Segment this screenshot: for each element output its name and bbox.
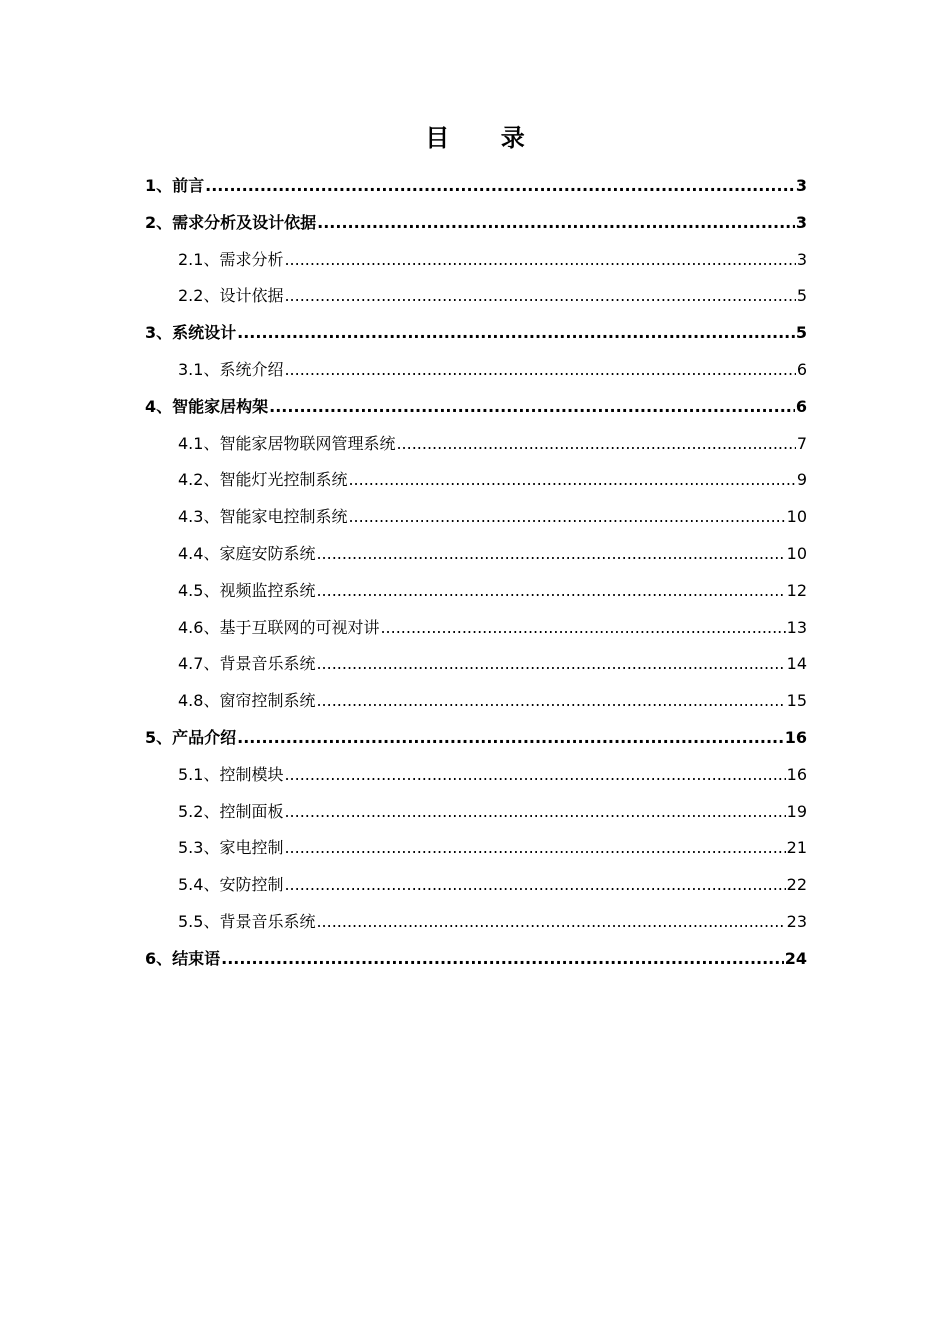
toc-entry-page-number: 10: [786, 543, 807, 563]
toc-entry[interactable]: [145, 646, 807, 683]
toc-dot-leader: [284, 867, 785, 904]
toc-entry[interactable]: [145, 720, 807, 757]
toc-entry[interactable]: [145, 536, 807, 573]
toc-entry-label: 4.3、智能家电控制系统: [178, 507, 348, 527]
toc-dot-leader: [317, 205, 795, 242]
toc-entry[interactable]: [145, 904, 807, 941]
toc-dot-leader: [316, 646, 785, 683]
toc-entry[interactable]: [145, 867, 807, 904]
toc-entry-page-number: 6: [796, 359, 807, 379]
toc-entry-page-number: 7: [796, 433, 807, 453]
toc-entry[interactable]: [145, 794, 807, 831]
toc-entry-label: 5.4、安防控制: [178, 875, 284, 895]
toc-entry-label: 2.2、设计依据: [178, 286, 284, 306]
toc-entry-label: 3.1、系统介绍: [178, 359, 284, 379]
toc-entry-page-number: 24: [784, 948, 807, 968]
toc-entry-label: 5、产品介绍: [145, 727, 237, 747]
toc-entry-label: 2.1、需求分析: [178, 249, 284, 269]
toc-entry-label: 5.1、控制模块: [178, 764, 284, 784]
toc-dot-leader: [396, 426, 795, 463]
toc-dot-leader: [205, 168, 795, 205]
toc-entry-page-number: 5: [795, 323, 807, 343]
toc-dot-leader: [284, 278, 795, 315]
toc-dot-leader: [284, 242, 795, 279]
toc-entry[interactable]: [145, 573, 807, 610]
toc-entry[interactable]: [145, 205, 807, 242]
toc-entry-label: 4.2、智能灯光控制系统: [178, 470, 348, 490]
toc-entry-label: 1、前言: [145, 176, 205, 195]
toc-entry-page-number: 5: [796, 286, 807, 306]
toc-entry[interactable]: [145, 168, 807, 205]
toc-entry-page-number: 23: [786, 911, 807, 931]
toc-entry-page-number: 12: [786, 580, 807, 600]
toc-dot-leader: [237, 720, 784, 757]
toc-entry[interactable]: [145, 352, 807, 389]
toc-dot-leader: [284, 830, 785, 867]
toc-entry-page-number: 14: [786, 654, 807, 674]
toc-entry-label: 4.8、窗帘控制系统: [178, 691, 316, 711]
toc-entry-label: 4.5、视频监控系统: [178, 580, 316, 600]
toc-entry-label: 2、需求分析及设计依据: [145, 212, 317, 232]
toc-entry-page-number: 15: [786, 691, 807, 711]
toc-entry-page-number: 22: [786, 875, 807, 895]
toc-entry-page-number: 19: [786, 801, 807, 821]
toc-entry[interactable]: [145, 462, 807, 499]
toc-entry[interactable]: [145, 426, 807, 463]
table-of-contents: [145, 168, 807, 978]
toc-entry-page-number: 3: [795, 176, 807, 195]
toc-title: 目 录: [425, 124, 547, 152]
toc-entry-label: 4.1、智能家居物联网管理系统: [178, 433, 396, 453]
toc-entry-label: 3、系统设计: [145, 323, 237, 343]
toc-dot-leader: [316, 904, 785, 941]
toc-entry[interactable]: [145, 278, 807, 315]
toc-entry-label: 5.2、控制面板: [178, 801, 284, 821]
toc-dot-leader: [284, 352, 795, 389]
toc-entry-label: 5.5、背景音乐系统: [178, 911, 316, 931]
toc-dot-leader: [269, 389, 795, 426]
toc-entry-label: 4.7、背景音乐系统: [178, 654, 316, 674]
toc-dot-leader: [316, 573, 785, 610]
toc-entry[interactable]: [145, 830, 807, 867]
toc-entry-page-number: 10: [786, 507, 807, 527]
toc-entry[interactable]: [145, 315, 807, 352]
toc-dot-leader: [380, 610, 785, 647]
toc-entry-page-number: 16: [784, 727, 807, 747]
toc-entry-label: 5.3、家电控制: [178, 838, 284, 858]
toc-dot-leader: [237, 315, 795, 352]
toc-entry-label: 4、智能家居构架: [145, 396, 269, 416]
toc-entry[interactable]: [145, 610, 807, 647]
toc-entry-page-number: 16: [786, 764, 807, 784]
toc-entry-label: 6、结束语: [145, 948, 221, 968]
toc-dot-leader: [284, 794, 785, 831]
toc-entry[interactable]: [145, 683, 807, 720]
toc-entry-label: 4.4、家庭安防系统: [178, 543, 316, 563]
toc-entry-page-number: 3: [795, 212, 807, 232]
toc-entry[interactable]: [145, 941, 807, 978]
toc-dot-leader: [316, 536, 785, 573]
toc-entry-page-number: 3: [796, 249, 807, 269]
toc-entry-page-number: 13: [786, 617, 807, 637]
toc-dot-leader: [348, 499, 785, 536]
toc-entry-label: 4.6、基于互联网的可视对讲: [178, 617, 380, 637]
toc-dot-leader: [221, 941, 784, 978]
toc-entry-page-number: 6: [795, 396, 807, 416]
toc-entry[interactable]: [145, 499, 807, 536]
toc-entry[interactable]: [145, 757, 807, 794]
toc-dot-leader: [316, 683, 785, 720]
toc-dot-leader: [348, 462, 795, 499]
toc-entry-page-number: 9: [796, 470, 807, 490]
toc-entry[interactable]: [145, 389, 807, 426]
toc-dot-leader: [284, 757, 785, 794]
toc-entry-page-number: 21: [786, 838, 807, 858]
toc-entry[interactable]: [145, 242, 807, 279]
